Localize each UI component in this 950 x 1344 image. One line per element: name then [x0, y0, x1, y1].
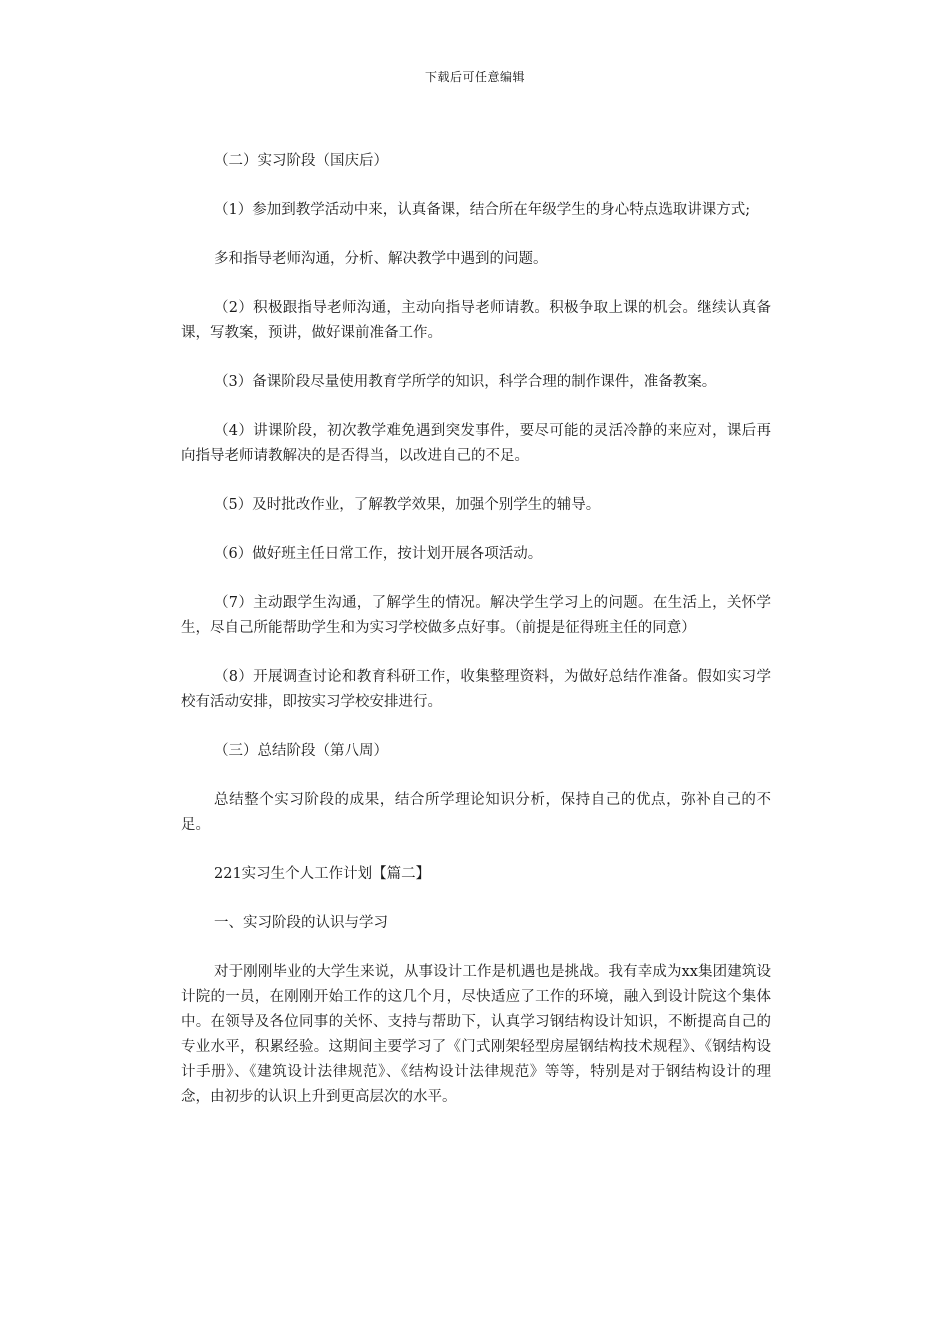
section-heading-summary-phase: （三）总结阶段（第八周） [214, 743, 388, 759]
paragraph-summary: 总结整个实习阶段的成果，结合所学理论知识分析，保持自己的优点，弥补自己的不足。 [181, 792, 771, 833]
section-heading-understanding: 一、实习阶段的认识与学习 [214, 915, 388, 931]
paragraph-item-7: （7）主动跟学生沟通，了解学生的情况。解决学生学习上的问题。在生活上，关怀学生，尽自己所能帮助学生和为实习学校做多点好事。（前提是征得班主任的同意） [181, 595, 771, 636]
paragraph-item-8: （8）开展调查讨论和教育科研工作，收集整理资料，为做好总结作准备。假如实习学校有活动安排，即按实习学校安排进行。 [181, 669, 771, 710]
paragraph-item-3: （3）备课阶段尽量使用教育学所学的知识，科学合理的制作课件，准备教案。 [214, 374, 717, 390]
header-note: 下载后可任意编辑 [424, 70, 525, 84]
paragraph-design-work: 对于刚刚毕业的大学生来说，从事设计工作是机遇也是挑战。我有幸成为xx集团建筑设计院的一员，在刚刚开始工作的这几个月，尽快适应了工作的环境，融入到设计院这个集体中。在领导及各位同事的关怀、支持与帮助下，认真学习钢结构设计知识，不断提高自己的专业水平，积累经验。这期间主要学习了《门式刚架轻型房屋钢结构技术规程》、《钢结构设计手册》、《建筑设计法律规范》、《结构设计法律规范》等等，特别是对于钢结构设计的理念，由初步的认识上升到更高层次的水平。 [181, 964, 771, 1105]
paragraph-communicate: 多和指导老师沟通，分析、解决教学中遇到的问题。 [214, 251, 548, 267]
section-heading-internship-phase: （二）实习阶段（国庆后） [214, 153, 388, 169]
paragraph-item-4: （4）讲课阶段，初次教学难免遇到突发事件，要尽可能的灵活冷静的来应对，课后再向指导老师请教解决的是否得当，以改进自己的不足。 [181, 423, 771, 464]
article-title-part-two: 221实习生个人工作计划【篇二】 [214, 866, 431, 882]
paragraph-item-1: （1）参加到教学活动中来，认真备课，结合所在年级学生的身心特点选取讲课方式; [214, 202, 751, 218]
paragraph-item-6: （6）做好班主任日常工作，按计划开展各项活动。 [214, 546, 543, 562]
paragraph-item-5: （5）及时批改作业，了解教学效果，加强个别学生的辅导。 [214, 497, 601, 513]
paragraph-item-2: （2）积极跟指导老师沟通，主动向指导老师请教。积极争取上课的机会。继续认真备课，写教案，预讲，做好课前准备工作。 [181, 300, 771, 341]
document-body [181, 149, 771, 1133]
